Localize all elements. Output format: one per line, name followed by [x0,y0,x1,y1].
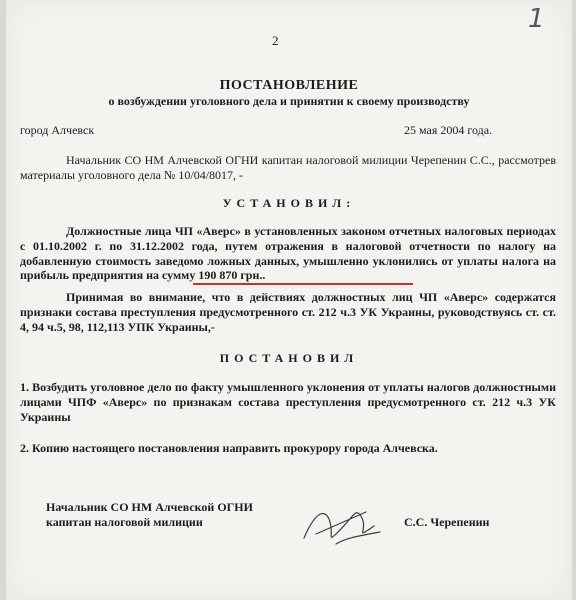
signatory-title [46,500,253,530]
established-paragraph: Должностные лица ЧП «Аверс» в установленных законом отчетных налоговых периодах с 01.10.2002 г. по 31.12.2002 года, путем отражения в налоговой отчетности по налогу на добавленную стоимость заведомо ложных данных, умышленно уклонились от уплаты налога на прибыль предприятия на сумму 190 870 грн.. [20,224,556,283]
intro-paragraph: Начальник СО НМ Алчевской ОГНИ капитан налоговой милиции Черепенин С.С., рассмотрев материалы уголовного дела № 10/04/8017, - [20,153,556,182]
document-page [6,0,572,600]
considering-paragraph: Принимая во внимание, что в действиях должностных лиц ЧП «Аверс» содержатся признаки состава преступления предусмотренного ст. 212 ч.3 УК Украины, руководствуясь ст. ст. 4, 94 ч.5, 98, 112,113 УПК Украины,- [20,290,556,334]
document-subtitle: о возбуждении уголовного дела и принятии к своему производству [108,94,470,108]
red-underline-highlight [193,283,413,285]
decision-item-1: 1. Возбудить уголовное дело по факту умышленного уклонения от уплаты налогов должностными лицами ЧПФ «Аверс» по признакам состава преступления предусмотренного ст. 212 ч.3 УК Украины [20,380,556,424]
signatory-line-2: капитан налоговой милиции [46,515,203,529]
document-date: 25 мая 2004 года. [404,123,493,137]
corner-page-mark: 1 [528,4,545,34]
heading-established: УСТАНОВИЛ: [222,196,356,210]
handwritten-signature [296,500,386,550]
signatory-name: С.С. Черепенин [404,515,490,529]
document-title: ПОСТАНОВЛЕНИЕ [219,78,359,93]
decision-item-2: 2. Копию настоящего постановления направить прокурору города Алчевска. [20,441,438,455]
signatory-line-1: Начальник СО НМ Алчевской ОГНИ [46,500,253,514]
heading-resolved: ПОСТАНОВИЛ [219,351,359,365]
page-number: 2 [272,33,279,48]
city: город Алчевск [20,123,95,137]
